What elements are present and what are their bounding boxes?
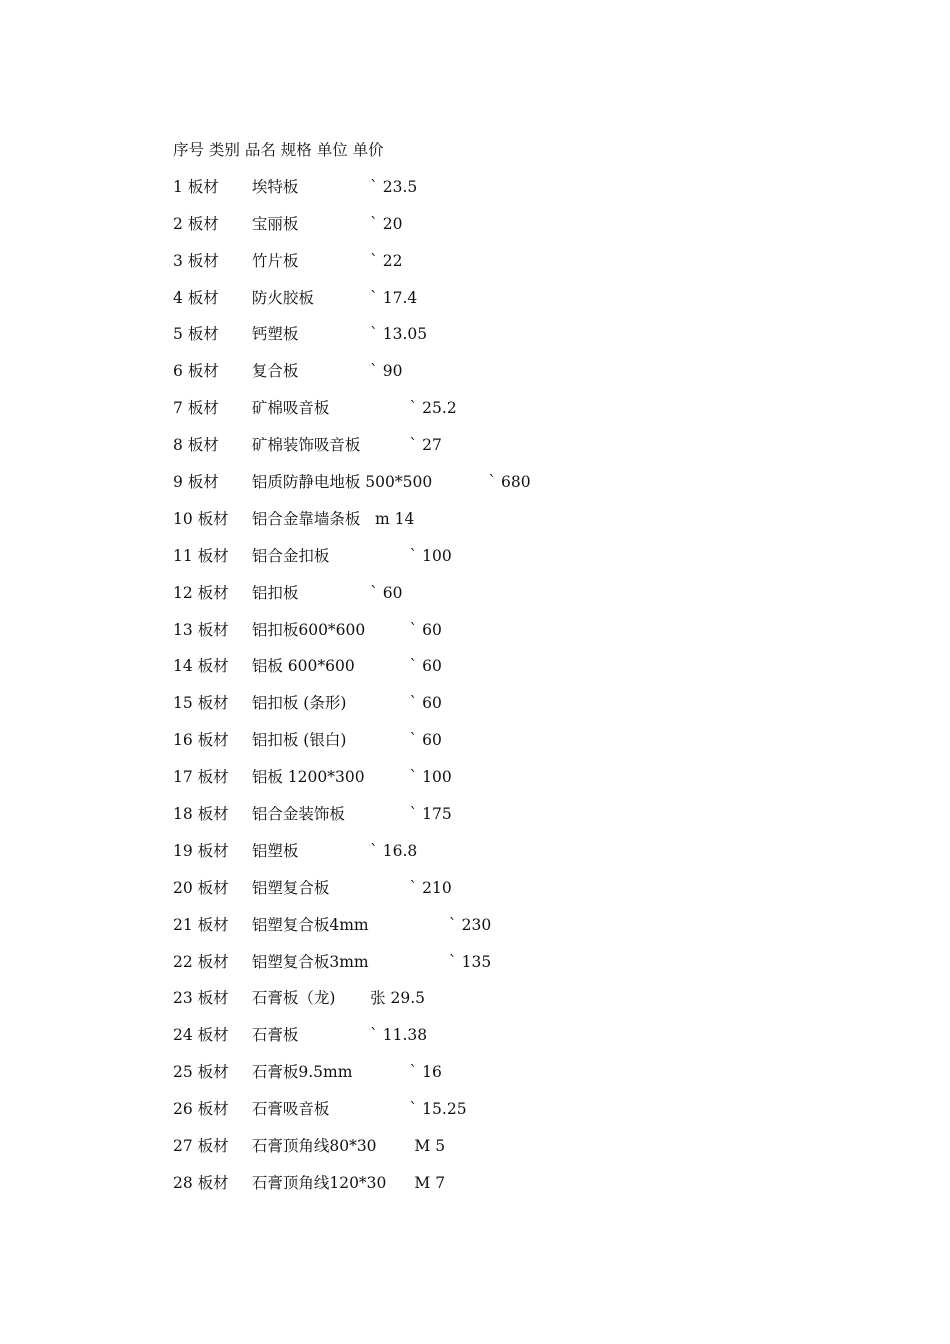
text-line: 16 板材 铝扣板 (银白) ` 60 [173, 731, 442, 750]
text-line: 20 板材 铝塑复合板 ` 210 [173, 878, 452, 897]
text-line: 17 板材 铝板 1200*300 ` 100 [173, 768, 452, 787]
text-line: 10 板材 铝合金靠墙条板 m 14 [173, 509, 415, 528]
text-line: 27 板材 石膏顶角线80*30 M 5 [173, 1137, 446, 1156]
text-line: 19 板材 铝塑板 ` 16.8 [173, 841, 418, 860]
text-line: 11 板材 铝合金扣板 ` 100 [173, 546, 452, 565]
text-line: 4 板材 防火胶板 ` 17.4 [173, 288, 418, 307]
text-line: 1 板材 埃特板 ` 23.5 [173, 177, 418, 196]
text-line: 3 板材 竹片板 ` 22 [173, 251, 403, 270]
text-line: 2 板材 宝丽板 ` 20 [173, 214, 403, 233]
text-line: 7 板材 矿棉吸音板 ` 25.2 [173, 399, 457, 418]
text-line: 21 板材 铝塑复合板4mm ` 230 [173, 915, 492, 934]
text-line: 12 板材 铝扣板 ` 60 [173, 583, 403, 602]
text-line: 18 板材 铝合金装饰板 ` 175 [173, 805, 452, 824]
text-line: 28 板材 石膏顶角线120*30 M 7 [173, 1173, 446, 1192]
text-line: 26 板材 石膏吸音板 ` 15.25 [173, 1100, 467, 1119]
text-line: 24 板材 石膏板 ` 11.38 [173, 1026, 428, 1045]
text-line: 25 板材 石膏板9.5mm ` 16 [173, 1063, 442, 1082]
text-line: 22 板材 铝塑复合板3mm ` 135 [173, 952, 492, 971]
text-line: 23 板材 石膏板（龙) 张 29.5 [173, 989, 426, 1008]
header-line: 序号 类别 品名 规格 单位 单价 [173, 141, 384, 159]
text-line: 9 板材 铝质防静电地板 500*500 ` 680 [173, 473, 531, 492]
document-body [173, 137, 910, 1207]
text-line: 15 板材 铝扣板 (条形) ` 60 [173, 694, 442, 713]
text-line: 13 板材 铝扣板600*600 ` 60 [173, 620, 442, 639]
text-line: 5 板材 钙塑板 ` 13.05 [173, 325, 428, 344]
text-line: 8 板材 矿棉装饰吸音板 ` 27 [173, 436, 442, 455]
text-line: 14 板材 铝板 600*600 ` 60 [173, 657, 442, 676]
text-line: 6 板材 复合板 ` 90 [173, 362, 403, 381]
